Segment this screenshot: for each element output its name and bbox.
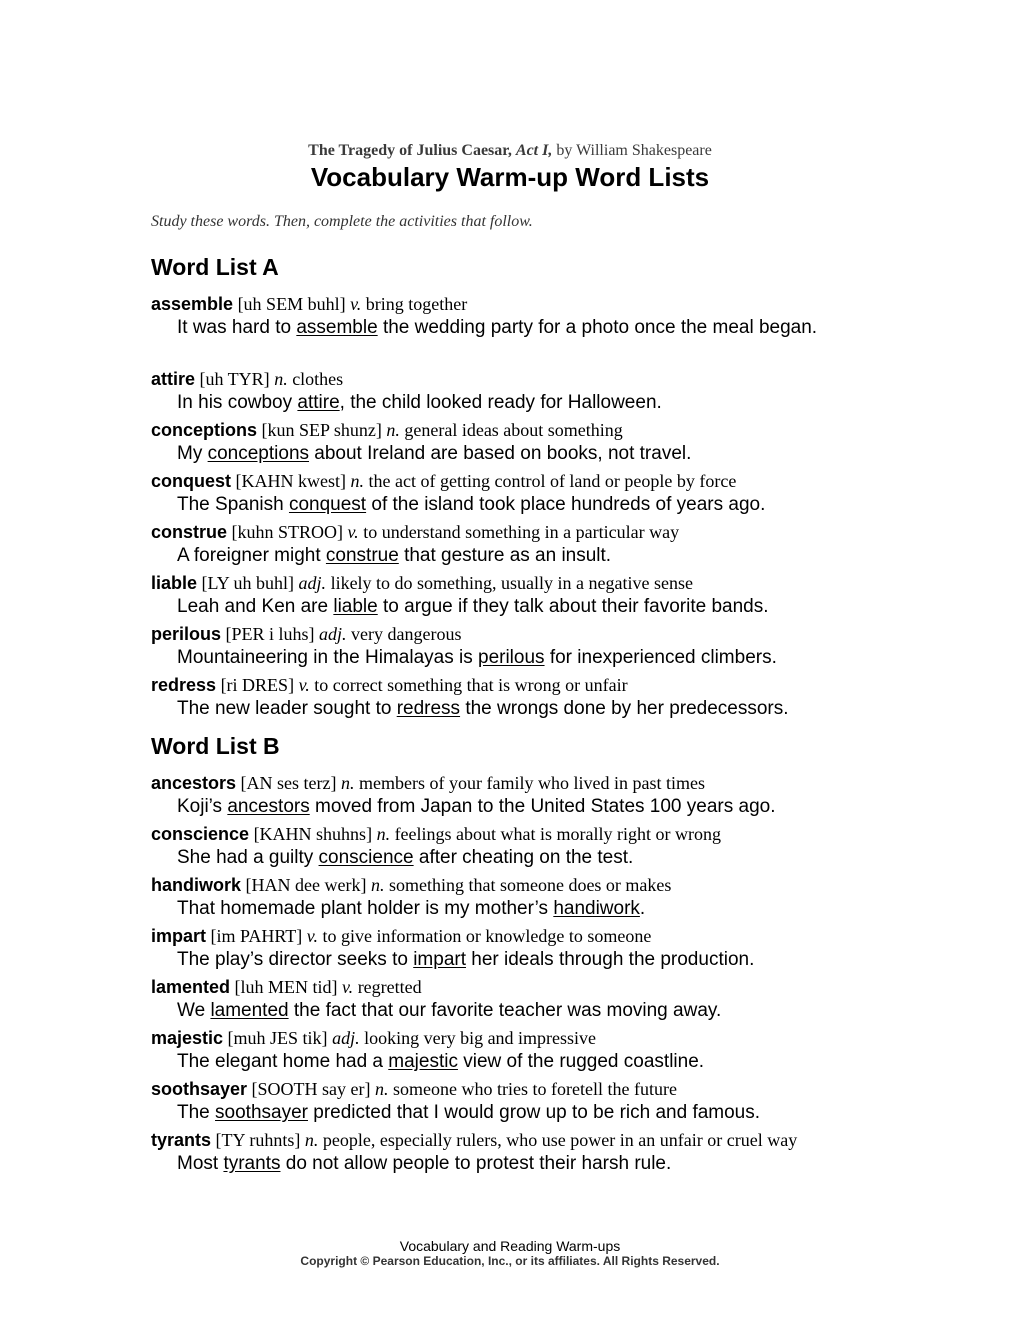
example-sentence — [151, 846, 876, 873]
example-text: Leah and Ken are — [177, 596, 334, 617]
work-subtitle — [151, 142, 869, 160]
part-of-speech: n. — [376, 824, 391, 844]
definition-line — [151, 1128, 876, 1152]
example-text: The new leader sought to — [177, 698, 397, 719]
example-keyword: liable — [333, 596, 378, 617]
example-text: A foreigner might — [177, 545, 326, 566]
definition-line — [151, 469, 876, 493]
pronunciation: [kun SEP shunz] — [261, 420, 382, 440]
vocab-word: ancestors — [151, 773, 237, 793]
example-sentence — [151, 595, 876, 622]
footer-title: Vocabulary and Reading Warm-ups — [399, 1238, 621, 1254]
vocab-word: attire — [151, 369, 196, 389]
example-text: do not allow people to protest their harsh rule. — [280, 1153, 672, 1174]
pronunciation: [TY ruhnts] — [215, 1130, 301, 1150]
definition-line — [151, 418, 876, 442]
vocab-entry — [151, 622, 876, 673]
definition-line — [151, 520, 876, 544]
definition-line — [151, 1026, 876, 1050]
definition-line — [151, 571, 876, 595]
pronunciation: [luh MEN tid] — [234, 977, 338, 997]
pronunciation: [uh SEM buhl] — [237, 294, 346, 314]
definition: the act of getting control of land or people by force — [368, 471, 737, 491]
example-keyword: majestic — [388, 1051, 458, 1072]
definition-line — [151, 822, 876, 846]
definition: members of your family who lived in past times — [359, 773, 705, 793]
footer — [0, 1238, 1020, 1268]
example-text: predicted that I would grow up to be rich and famous. — [307, 1102, 761, 1123]
vocab-entry — [151, 673, 876, 724]
pronunciation: [LY uh buhl] — [201, 573, 295, 593]
example-text: In his cowboy — [177, 392, 298, 413]
definition: to correct something that is wrong or unfair — [314, 675, 628, 695]
act-label: Act I, — [515, 142, 553, 159]
vocab-entry — [151, 975, 876, 1026]
work-title: The Tragedy of Julius Caesar, — [308, 142, 512, 159]
example-text: view of the rugged coastline. — [457, 1051, 705, 1072]
definition-line — [151, 1077, 876, 1101]
part-of-speech: n. — [370, 875, 385, 895]
example-text: My — [177, 443, 208, 464]
example-text: The play’s director seeks to — [177, 949, 414, 970]
definition-line — [151, 622, 876, 646]
vocab-word: perilous — [151, 624, 222, 644]
example-keyword: assemble — [296, 317, 378, 338]
pronunciation: [muh JES tik] — [227, 1028, 328, 1048]
example-text: . — [639, 898, 646, 919]
word-list-b-heading: Word List B — [151, 733, 280, 759]
vocab-word: construe — [151, 522, 228, 542]
example-sentence — [151, 897, 876, 924]
example-text: the wrongs done by her predecessors. — [460, 698, 789, 719]
vocab-word: conscience — [151, 824, 250, 844]
example-text: the fact that our favorite teacher was moving away. — [288, 1000, 722, 1021]
part-of-speech: adj. — [319, 624, 347, 644]
example-text: That homemade plant holder is my mother’s — [177, 898, 554, 919]
page-title: Vocabulary Warm-up Word Lists — [310, 162, 710, 192]
example-sentence — [151, 442, 876, 469]
example-text: , the child looked ready for Halloween. — [339, 392, 662, 413]
vocab-word: lamented — [151, 977, 231, 997]
pronunciation: [AN ses terz] — [240, 773, 337, 793]
part-of-speech: v. — [298, 675, 310, 695]
definition: something that someone does or makes — [388, 875, 672, 895]
vocab-entry — [151, 924, 876, 975]
vocab-word: conquest — [151, 471, 232, 491]
example-keyword: conquest — [288, 494, 367, 515]
part-of-speech: v. — [350, 294, 362, 314]
definition-line — [151, 873, 876, 897]
definition-line — [151, 924, 876, 948]
definition: bring together — [365, 294, 468, 314]
example-sentence — [151, 544, 876, 571]
definition: someone who tries to foretell the future — [393, 1079, 677, 1099]
definition: likely to do something, usually in a negative sense — [330, 573, 693, 593]
example-text: Koji’s — [177, 796, 228, 817]
pronunciation: [kuhn STROO] — [231, 522, 344, 542]
example-text: that gesture as an insult. — [398, 545, 612, 566]
definition-line — [151, 771, 876, 795]
vocab-entry — [151, 1077, 876, 1128]
example-text: for inexperienced climbers. — [544, 647, 777, 668]
definition: very dangerous — [351, 624, 462, 644]
vocab-entry — [151, 367, 876, 418]
example-sentence — [151, 646, 876, 673]
pronunciation: [SOOTH say er] — [251, 1079, 371, 1099]
part-of-speech: v. — [347, 522, 359, 542]
vocab-word: impart — [151, 926, 207, 946]
example-keyword: attire — [297, 392, 340, 413]
example-sentence — [151, 1050, 876, 1077]
example-text: the wedding party for a photo once the meal began. — [377, 317, 818, 338]
vocab-word: soothsayer — [151, 1079, 248, 1099]
vocab-entry — [151, 771, 876, 822]
definition-line — [151, 975, 876, 999]
vocab-entry — [151, 469, 876, 520]
example-keyword: handiwork — [553, 898, 640, 919]
example-sentence — [151, 999, 876, 1026]
vocab-word: majestic — [151, 1028, 224, 1048]
copyright: Copyright © Pearson Education, Inc., or its affiliates. All Rights Reserved. — [300, 1254, 720, 1268]
vocab-entry — [151, 873, 876, 924]
example-keyword: lamented — [210, 1000, 289, 1021]
vocab-word: redress — [151, 675, 217, 695]
vocab-entry — [151, 520, 876, 571]
example-text: to argue if they talk about their favorite bands. — [377, 596, 769, 617]
pronunciation: [KAHN kwest] — [235, 471, 346, 491]
part-of-speech: v. — [306, 926, 318, 946]
example-text: Mountaineering in the Himalayas is — [177, 647, 478, 668]
pronunciation: [KAHN shuhns] — [253, 824, 373, 844]
part-of-speech: adj. — [332, 1028, 360, 1048]
example-text: The Spanish — [177, 494, 289, 515]
example-sentence — [151, 493, 876, 520]
vocab-entry — [151, 418, 876, 469]
example-sentence — [151, 697, 876, 724]
vocab-word: conceptions — [151, 420, 258, 440]
part-of-speech: n. — [341, 773, 355, 793]
vocab-entry — [151, 1128, 876, 1179]
example-sentence — [151, 316, 876, 367]
pronunciation: [PER i luhs] — [225, 624, 315, 644]
example-keyword: conscience — [318, 847, 414, 868]
part-of-speech: n. — [375, 1079, 389, 1099]
example-text: about Ireland are based on books, not travel. — [309, 443, 692, 464]
definition: regretted — [357, 977, 422, 997]
example-keyword: construe — [325, 545, 399, 566]
definition: to give information or knowledge to someone — [322, 926, 652, 946]
vocab-entry — [151, 292, 876, 367]
instructions: Study these words. Then, complete the activities that follow. — [151, 213, 533, 230]
example-text: It was hard to — [177, 317, 297, 338]
vocab-entry — [151, 1026, 876, 1077]
vocab-word: handiwork — [151, 875, 242, 895]
part-of-speech: n. — [304, 1130, 319, 1150]
part-of-speech: adj. — [298, 573, 327, 593]
definition-line — [151, 367, 876, 391]
example-text: moved from Japan to the United States 100 years ago. — [309, 796, 776, 817]
example-keyword: conceptions — [207, 443, 310, 464]
vocab-word: tyrants — [151, 1130, 212, 1150]
example-text: The elegant home had a — [177, 1051, 389, 1072]
example-text: We — [177, 1000, 211, 1021]
example-sentence — [151, 1152, 876, 1179]
definition: people, especially rulers, who use power in an unfair or cruel way — [322, 1130, 798, 1150]
example-keyword: impart — [413, 949, 466, 970]
pronunciation: [im PAHRT] — [210, 926, 303, 946]
definition: to understand something in a particular way — [363, 522, 680, 542]
example-keyword: tyrants — [223, 1153, 281, 1174]
vocab-entry — [151, 822, 876, 873]
word-list-b — [151, 771, 876, 1179]
example-keyword: redress — [396, 698, 461, 719]
example-keyword: ancestors — [227, 796, 310, 817]
definition: general ideas about something — [404, 420, 623, 440]
part-of-speech: n. — [386, 420, 400, 440]
definition: clothes — [292, 369, 344, 389]
pronunciation: [HAN dee werk] — [245, 875, 367, 895]
vocab-word: assemble — [151, 294, 234, 314]
example-keyword: soothsayer — [215, 1102, 308, 1123]
definition-line — [151, 292, 876, 316]
word-list-a — [151, 292, 876, 724]
example-text: of the island took place hundreds of years ago. — [366, 494, 766, 515]
part-of-speech: n. — [350, 471, 364, 491]
definition: feelings about what is morally right or wrong — [394, 824, 721, 844]
example-text: The — [177, 1102, 216, 1123]
vocab-entry — [151, 571, 876, 622]
definition-line — [151, 673, 876, 697]
part-of-speech: n. — [274, 369, 288, 389]
author: by William Shakespeare — [556, 142, 712, 159]
example-sentence — [151, 795, 876, 822]
example-sentence — [151, 1101, 876, 1128]
pronunciation: [uh TYR] — [199, 369, 270, 389]
example-sentence — [151, 391, 876, 418]
example-text: after cheating on the test. — [413, 847, 634, 868]
definition: looking very big and impressive — [364, 1028, 597, 1048]
example-text: She had a guilty — [177, 847, 319, 868]
vocab-word: liable — [151, 573, 198, 593]
example-text: Most — [177, 1153, 224, 1174]
part-of-speech: v. — [342, 977, 354, 997]
word-list-a-heading: Word List A — [151, 254, 279, 280]
example-sentence — [151, 948, 876, 975]
pronunciation: [ri DRES] — [220, 675, 295, 695]
example-keyword: perilous — [478, 647, 545, 668]
example-text: her ideals through the production. — [466, 949, 755, 970]
